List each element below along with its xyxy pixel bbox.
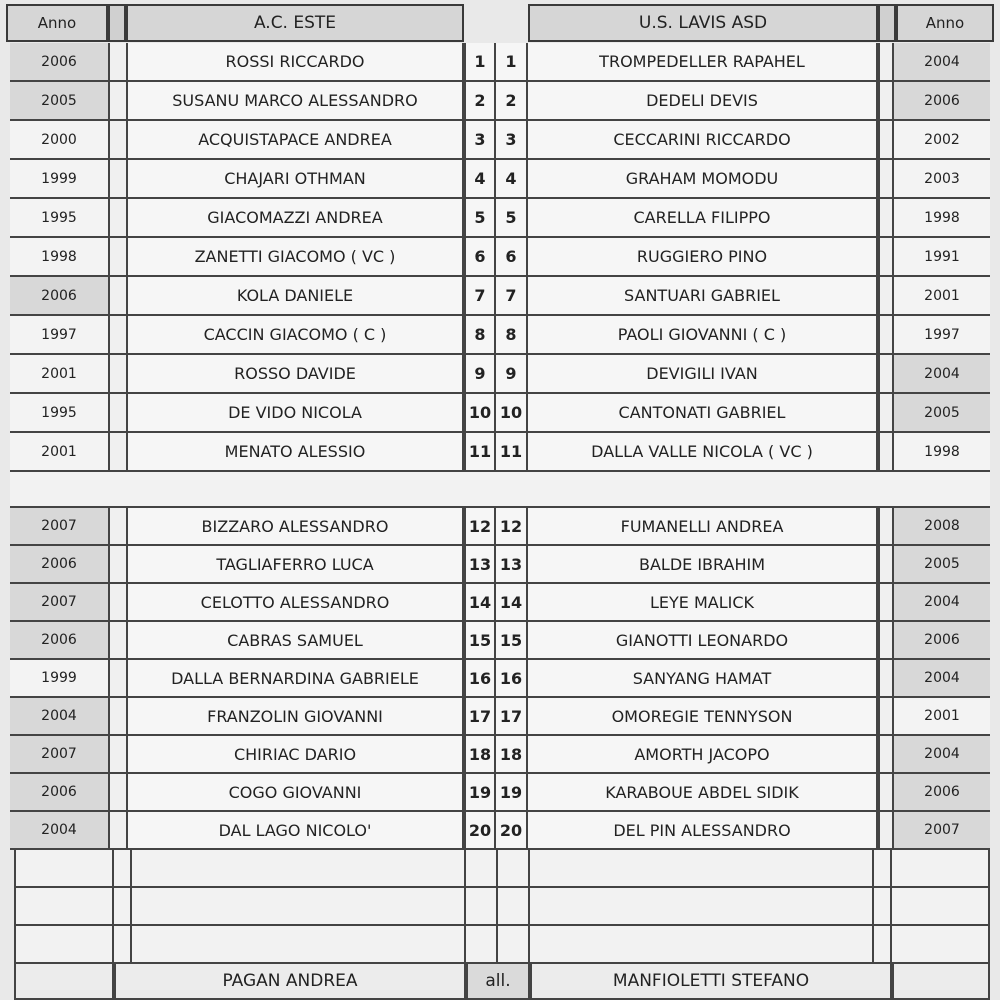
player-name-left: BIZZARO ALESSANDRO xyxy=(128,508,464,546)
row-sep-left xyxy=(108,316,128,355)
row-sep-left xyxy=(108,277,128,316)
empty-cell xyxy=(892,926,990,964)
player-name-left: CACCIN GIACOMO ( C ) xyxy=(128,316,464,355)
player-year-left: 1995 xyxy=(10,394,108,433)
player-name-left: CELOTTO ALESSANDRO xyxy=(128,584,464,622)
player-year-right: 2006 xyxy=(894,82,990,121)
shirt-number-left: 14 xyxy=(464,584,496,622)
shirt-number-right: 15 xyxy=(496,622,528,660)
row-sep-left xyxy=(108,43,128,82)
coach-label: all. xyxy=(466,962,530,1000)
player-name-right: RUGGIERO PINO xyxy=(528,238,878,277)
empty-cell xyxy=(530,926,874,964)
row-sep-right xyxy=(878,508,894,546)
row-sep-right xyxy=(878,584,894,622)
header-team-right: U.S. LAVIS ASD xyxy=(528,4,878,42)
player-name-right: BALDE IBRAHIM xyxy=(528,546,878,584)
empty-cell xyxy=(114,850,132,888)
empty-cell xyxy=(132,926,466,964)
coach-left-blank xyxy=(14,962,114,1000)
player-name-right: GRAHAM MOMODU xyxy=(528,160,878,199)
row-sep-right xyxy=(878,812,894,850)
shirt-number-right: 8 xyxy=(496,316,528,355)
player-year-right: 2004 xyxy=(894,43,990,82)
shirt-number-left: 11 xyxy=(464,433,496,472)
player-year-left: 2005 xyxy=(10,82,108,121)
row-sep-right xyxy=(878,774,894,812)
player-year-right: 2004 xyxy=(894,355,990,394)
row-sep-left xyxy=(108,736,128,774)
player-year-left: 2006 xyxy=(10,43,108,82)
player-year-left: 2004 xyxy=(10,812,108,850)
shirt-number-right: 7 xyxy=(496,277,528,316)
empty-cell xyxy=(14,888,114,926)
player-name-right: LEYE MALICK xyxy=(528,584,878,622)
header-sep-right xyxy=(878,4,896,42)
row-sep-left xyxy=(108,584,128,622)
shirt-number-right: 20 xyxy=(496,812,528,850)
player-name-left: FRANZOLIN GIOVANNI xyxy=(128,698,464,736)
player-year-right: 2005 xyxy=(894,394,990,433)
shirt-number-left: 8 xyxy=(464,316,496,355)
header-sep-left xyxy=(108,4,126,42)
shirt-number-right: 4 xyxy=(496,160,528,199)
empty-cell xyxy=(132,888,466,926)
empty-cell xyxy=(466,888,498,926)
shirt-number-left: 10 xyxy=(464,394,496,433)
row-sep-left xyxy=(108,508,128,546)
player-year-left: 2007 xyxy=(10,584,108,622)
player-year-right: 1997 xyxy=(894,316,990,355)
empty-cell xyxy=(874,850,892,888)
row-sep-right xyxy=(878,238,894,277)
shirt-number-right: 3 xyxy=(496,121,528,160)
shirt-number-right: 2 xyxy=(496,82,528,121)
coach-right-blank xyxy=(892,962,990,1000)
header-year-right: Anno xyxy=(896,4,994,42)
shirt-number-left: 5 xyxy=(464,199,496,238)
row-sep-left xyxy=(108,121,128,160)
player-year-right: 1991 xyxy=(894,238,990,277)
player-year-right: 2002 xyxy=(894,121,990,160)
player-name-right: DALLA VALLE NICOLA ( VC ) xyxy=(528,433,878,472)
player-name-right: AMORTH JACOPO xyxy=(528,736,878,774)
row-sep-right xyxy=(878,355,894,394)
shirt-number-right: 5 xyxy=(496,199,528,238)
header-team-left: A.C. ESTE xyxy=(126,4,464,42)
player-name-left: SUSANU MARCO ALESSANDRO xyxy=(128,82,464,121)
player-year-left: 2001 xyxy=(10,355,108,394)
player-name-left: ZANETTI GIACOMO ( VC ) xyxy=(128,238,464,277)
player-year-left: 2007 xyxy=(10,736,108,774)
row-sep-left xyxy=(108,660,128,698)
player-year-right: 2005 xyxy=(894,546,990,584)
empty-cell xyxy=(14,926,114,964)
player-name-right: DEVIGILI IVAN xyxy=(528,355,878,394)
player-name-left: CHAJARI OTHMAN xyxy=(128,160,464,199)
shirt-number-left: 3 xyxy=(464,121,496,160)
row-sep-left xyxy=(108,812,128,850)
empty-cell xyxy=(874,888,892,926)
player-name-right: DEDELI DEVIS xyxy=(528,82,878,121)
player-year-right: 2007 xyxy=(894,812,990,850)
shirt-number-right: 14 xyxy=(496,584,528,622)
player-name-left: ACQUISTAPACE ANDREA xyxy=(128,121,464,160)
player-year-left: 2007 xyxy=(10,508,108,546)
player-year-left: 2004 xyxy=(10,698,108,736)
row-sep-right xyxy=(878,121,894,160)
empty-cell xyxy=(530,888,874,926)
player-year-left: 2001 xyxy=(10,433,108,472)
row-sep-left xyxy=(108,82,128,121)
shirt-number-right: 12 xyxy=(496,508,528,546)
empty-cell xyxy=(874,926,892,964)
shirt-number-left: 2 xyxy=(464,82,496,121)
shirt-number-left: 17 xyxy=(464,698,496,736)
shirt-number-left: 7 xyxy=(464,277,496,316)
player-name-right: TROMPEDELLER RAPAHEL xyxy=(528,43,878,82)
coach-right: MANFIOLETTI STEFANO xyxy=(530,962,892,1000)
shirt-number-left: 18 xyxy=(464,736,496,774)
shirt-number-left: 1 xyxy=(464,43,496,82)
row-sep-right xyxy=(878,736,894,774)
header-year-left: Anno xyxy=(6,4,108,42)
player-year-right: 2008 xyxy=(894,508,990,546)
shirt-number-right: 16 xyxy=(496,660,528,698)
row-sep-right xyxy=(878,698,894,736)
player-year-right: 2004 xyxy=(894,584,990,622)
empty-cell xyxy=(14,850,114,888)
player-name-left: DAL LAGO NICOLO' xyxy=(128,812,464,850)
player-year-left: 1998 xyxy=(10,238,108,277)
player-year-right: 2006 xyxy=(894,622,990,660)
player-year-right: 2004 xyxy=(894,660,990,698)
shirt-number-right: 17 xyxy=(496,698,528,736)
empty-cell xyxy=(498,850,530,888)
row-sep-left xyxy=(108,698,128,736)
row-sep-left xyxy=(108,394,128,433)
shirt-number-left: 6 xyxy=(464,238,496,277)
player-name-left: GIACOMAZZI ANDREA xyxy=(128,199,464,238)
shirt-number-left: 20 xyxy=(464,812,496,850)
player-name-left: DALLA BERNARDINA GABRIELE xyxy=(128,660,464,698)
empty-cell xyxy=(132,850,466,888)
row-sep-right xyxy=(878,277,894,316)
player-name-right: SANYANG HAMAT xyxy=(528,660,878,698)
player-name-right: FUMANELLI ANDREA xyxy=(528,508,878,546)
player-year-left: 2006 xyxy=(10,622,108,660)
row-sep-left xyxy=(108,160,128,199)
player-name-right: CARELLA FILIPPO xyxy=(528,199,878,238)
shirt-number-right: 6 xyxy=(496,238,528,277)
shirt-number-right: 9 xyxy=(496,355,528,394)
shirt-number-left: 15 xyxy=(464,622,496,660)
row-sep-right xyxy=(878,394,894,433)
player-name-right: GIANOTTI LEONARDO xyxy=(528,622,878,660)
row-sep-left xyxy=(108,774,128,812)
player-year-right: 2006 xyxy=(894,774,990,812)
empty-cell xyxy=(892,888,990,926)
player-year-right: 2003 xyxy=(894,160,990,199)
player-name-right: SANTUARI GABRIEL xyxy=(528,277,878,316)
player-year-right: 1998 xyxy=(894,199,990,238)
row-sep-left xyxy=(108,546,128,584)
empty-cell xyxy=(530,850,874,888)
shirt-number-right: 19 xyxy=(496,774,528,812)
row-sep-left xyxy=(108,355,128,394)
shirt-number-left: 19 xyxy=(464,774,496,812)
shirt-number-right: 10 xyxy=(496,394,528,433)
row-sep-right xyxy=(878,660,894,698)
shirt-number-right: 18 xyxy=(496,736,528,774)
row-sep-left xyxy=(108,433,128,472)
shirt-number-left: 12 xyxy=(464,508,496,546)
shirt-number-right: 13 xyxy=(496,546,528,584)
player-name-left: CHIRIAC DARIO xyxy=(128,736,464,774)
row-sep-right xyxy=(878,199,894,238)
player-year-left: 1997 xyxy=(10,316,108,355)
empty-cell xyxy=(466,926,498,964)
section-gap xyxy=(10,472,990,508)
shirt-number-right: 11 xyxy=(496,433,528,472)
player-name-right: PAOLI GIOVANNI ( C ) xyxy=(528,316,878,355)
player-name-left: ROSSO DAVIDE xyxy=(128,355,464,394)
player-name-right: DEL PIN ALESSANDRO xyxy=(528,812,878,850)
player-name-right: CECCARINI RICCARDO xyxy=(528,121,878,160)
shirt-number-left: 13 xyxy=(464,546,496,584)
player-year-right: 2001 xyxy=(894,698,990,736)
row-sep-right xyxy=(878,433,894,472)
shirt-number-left: 16 xyxy=(464,660,496,698)
player-name-right: CANTONATI GABRIEL xyxy=(528,394,878,433)
row-sep-right xyxy=(878,316,894,355)
player-year-right: 2004 xyxy=(894,736,990,774)
player-name-left: CABRAS SAMUEL xyxy=(128,622,464,660)
player-name-left: COGO GIOVANNI xyxy=(128,774,464,812)
row-sep-left xyxy=(108,622,128,660)
player-year-left: 1999 xyxy=(10,160,108,199)
player-name-left: DE VIDO NICOLA xyxy=(128,394,464,433)
row-sep-right xyxy=(878,546,894,584)
player-year-left: 2006 xyxy=(10,774,108,812)
player-name-left: TAGLIAFERRO LUCA xyxy=(128,546,464,584)
empty-cell xyxy=(892,850,990,888)
player-name-left: ROSSI RICCARDO xyxy=(128,43,464,82)
player-year-left: 1999 xyxy=(10,660,108,698)
row-sep-right xyxy=(878,43,894,82)
row-sep-left xyxy=(108,238,128,277)
coach-left: PAGAN ANDREA xyxy=(114,962,466,1000)
player-name-left: MENATO ALESSIO xyxy=(128,433,464,472)
row-sep-right xyxy=(878,622,894,660)
player-year-left: 2006 xyxy=(10,546,108,584)
row-sep-right xyxy=(878,160,894,199)
player-name-right: OMOREGIE TENNYSON xyxy=(528,698,878,736)
shirt-number-left: 9 xyxy=(464,355,496,394)
row-sep-left xyxy=(108,199,128,238)
empty-cell xyxy=(114,888,132,926)
empty-cell xyxy=(114,926,132,964)
player-year-right: 2001 xyxy=(894,277,990,316)
shirt-number-left: 4 xyxy=(464,160,496,199)
player-name-right: KARABOUE ABDEL SIDIK xyxy=(528,774,878,812)
shirt-number-right: 1 xyxy=(496,43,528,82)
player-year-right: 1998 xyxy=(894,433,990,472)
player-year-left: 2000 xyxy=(10,121,108,160)
player-name-left: KOLA DANIELE xyxy=(128,277,464,316)
empty-cell xyxy=(498,888,530,926)
row-sep-right xyxy=(878,82,894,121)
player-year-left: 1995 xyxy=(10,199,108,238)
empty-cell xyxy=(498,926,530,964)
player-year-left: 2006 xyxy=(10,277,108,316)
empty-cell xyxy=(466,850,498,888)
